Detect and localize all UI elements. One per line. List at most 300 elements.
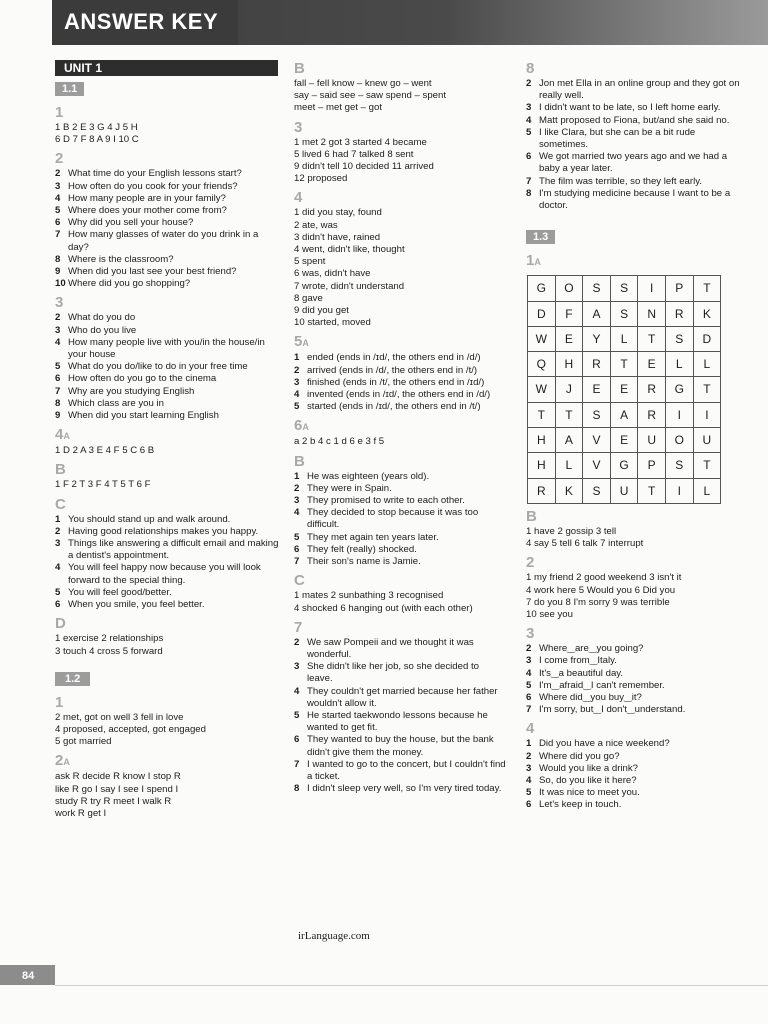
exercise-number: 5A — [294, 333, 309, 351]
answer-item-text: You will feel happy now because you will look forward to the special thing. — [68, 562, 261, 586]
answer-item-text: Where is the classroom? — [68, 253, 174, 265]
answer-item-number: 7 — [526, 704, 532, 716]
answer-key-header — [52, 0, 768, 45]
answer-item — [526, 655, 741, 667]
exercise-letter: B — [294, 60, 305, 77]
answer-item-number: 6 — [526, 799, 532, 811]
unit-heading: UNIT 1 — [55, 60, 278, 76]
exercise-number: 1 — [55, 104, 64, 121]
page-title: ANSWER KEY — [64, 9, 219, 34]
word-search-cell: E — [638, 352, 666, 377]
answer-item — [294, 544, 506, 556]
answer-item-number: 7 — [55, 385, 61, 397]
word-search-cell: H — [528, 453, 556, 478]
answer-item-text: Having good relationships makes you happy. — [68, 525, 259, 537]
answer-item — [55, 278, 280, 290]
answer-item-number: 4 — [294, 507, 300, 519]
word-search-cell: A — [583, 301, 611, 326]
answer-item — [294, 637, 506, 661]
word-search-cell: L — [665, 352, 693, 377]
answer-item-text: They promised to write to each other. — [307, 495, 465, 507]
answer-line: 1 my friend 2 good weekend 3 isn't it — [526, 572, 682, 584]
answer-item — [526, 176, 741, 188]
answer-line: work R get I — [55, 807, 107, 819]
answer-item-number: 6 — [55, 217, 61, 229]
word-search-cell: I — [638, 276, 666, 301]
answer-item-number: 4 — [55, 192, 61, 204]
answer-item — [526, 799, 741, 811]
answer-item-text: They wanted to buy the house, but the bank didn't give them the money. — [307, 734, 494, 758]
answer-item — [294, 734, 506, 758]
answer-line: 4 work here 5 Would you 6 Did you — [526, 584, 676, 596]
answer-item-number: 6 — [526, 691, 532, 703]
answer-item — [55, 217, 280, 229]
answer-item-text: What time do your English lessons start? — [68, 168, 242, 180]
word-search-cell: T — [528, 402, 556, 427]
answer-lines — [294, 207, 506, 329]
answer-row: 1 B 2 E 3 G 4 J 5 H — [55, 122, 138, 133]
answer-item-number: 2 — [526, 750, 532, 762]
answer-item-number: 4 — [526, 114, 532, 126]
exercise-letter: B — [55, 461, 66, 479]
exercise-number: 3 — [526, 625, 535, 643]
column-3 — [526, 60, 741, 812]
answer-item — [294, 759, 506, 783]
word-search-cell: A — [555, 428, 583, 453]
answer-item-text: She didn't like her job, so she decided to leave. — [307, 661, 479, 685]
exercise-number: 7 — [294, 618, 303, 636]
answer-item — [55, 312, 280, 324]
answer-item — [55, 181, 280, 193]
answer-item-number: 7 — [55, 229, 61, 241]
answer-item-number: 4 — [55, 562, 61, 574]
answer-item-text: Their son's name is Jamie. — [307, 556, 421, 568]
word-search-row — [528, 326, 721, 351]
answer-item-text: Why did you sell your house? — [68, 217, 194, 229]
word-search-cell: S — [665, 453, 693, 478]
exercise-letter: B — [294, 452, 305, 470]
answer-item-number: 3 — [55, 324, 61, 336]
section-1-3-label: 1.3 — [526, 230, 555, 244]
answer-item — [294, 532, 506, 544]
answer-item-text: I wanted to go to the concert, but I couldn't find a ticket. — [307, 758, 506, 782]
answer-item-text: He started taekwondo lessons because he wanted to get fit. — [307, 709, 488, 734]
answer-item-number: 3 — [294, 376, 300, 388]
answer-item — [55, 562, 280, 586]
answer-item-number: 8 — [526, 187, 532, 199]
answer-item-text: When did you last see your best friend? — [68, 266, 237, 278]
answer-item-number: 3 — [55, 180, 61, 192]
website-credit: irLanguage.com — [298, 930, 370, 942]
answer-item — [55, 337, 280, 361]
answer-item-number: 1 — [55, 513, 61, 525]
answer-item-text: They decided to stop because it was too difficult. — [307, 507, 479, 531]
answer-item — [55, 168, 280, 180]
exercise-number: 4 — [294, 189, 303, 207]
answer-item — [526, 102, 741, 114]
word-search-cell: L — [610, 326, 638, 351]
answer-item — [55, 410, 280, 422]
word-search-cell: E — [555, 326, 583, 351]
word-search-cell: T — [610, 352, 638, 377]
word-search-cell: T — [693, 377, 721, 402]
answer-item-number: 6 — [55, 599, 61, 611]
answer-item — [526, 775, 741, 787]
answer-item-text: What do you do/like to do in your free time — [68, 361, 248, 373]
answer-item-text: I'm‿afraid‿I can't remember. — [539, 679, 665, 691]
answer-item — [55, 587, 280, 599]
answer-item — [55, 373, 280, 385]
answer-item-text: How often do you go to the cinema — [68, 373, 217, 385]
answer-item — [55, 398, 280, 410]
answer-list — [55, 312, 280, 422]
answer-item-number: 7 — [294, 556, 300, 568]
answer-item-number: 1 — [294, 470, 300, 482]
answer-lines — [294, 590, 506, 614]
answer-item — [294, 471, 506, 483]
answer-list — [294, 637, 506, 796]
answer-line: 2 met, got on well 3 fell in love — [55, 711, 184, 723]
answer-item-number: 5 — [526, 126, 532, 138]
answer-item-text: It's‿a beautiful day. — [539, 667, 624, 679]
exercise-number: 4 — [526, 720, 535, 738]
answer-item-text: When you smile, you feel better. — [68, 599, 205, 611]
answer-row: 6 D 7 F 8 A 9 I 10 C — [55, 134, 139, 146]
word-search-cell: R — [583, 352, 611, 377]
answer-line: 3 didn't have, rained — [294, 231, 381, 243]
word-search-cell: W — [528, 326, 556, 351]
answer-item-number: 6 — [294, 543, 300, 555]
word-search-cell: A — [610, 402, 638, 427]
word-search-cell: G — [665, 377, 693, 402]
exercise-letter: D — [55, 615, 66, 633]
answer-item — [294, 377, 506, 389]
answer-item — [294, 507, 506, 531]
exercise-letter: B — [526, 507, 537, 525]
answer-item — [294, 483, 506, 495]
answer-item-text: Where did you go? — [539, 750, 620, 762]
answer-item-number: 7 — [526, 175, 532, 187]
answer-item — [526, 692, 741, 704]
word-search-cell: T — [638, 478, 666, 503]
answer-item-text: Where‿are‿you going? — [539, 643, 644, 655]
answer-line: 5 lived 6 had 7 talked 8 sent — [294, 148, 414, 160]
answer-item-text: You will feel good/better. — [68, 586, 172, 598]
answer-item-text: I'm sorry, but‿I don't‿understand. — [539, 704, 686, 716]
answer-item-text: Why are you studying English — [68, 385, 195, 397]
answer-item — [55, 229, 280, 253]
answer-row: a 2 b 4 c 1 d 6 e 3 f 5 — [294, 436, 385, 448]
answer-item-number: 2 — [55, 525, 61, 537]
answer-item — [526, 115, 741, 127]
answer-item — [294, 783, 506, 795]
answer-item — [294, 401, 506, 413]
word-search-cell: Q — [528, 352, 556, 377]
answer-item-text: They were in Spain. — [307, 482, 392, 494]
exercise-letter: C — [55, 495, 66, 513]
answer-item-number: 2 — [294, 364, 300, 376]
word-search-row — [528, 453, 721, 478]
word-search-cell: T — [638, 326, 666, 351]
answer-line: 7 wrote, didn't understand — [294, 280, 405, 292]
answer-item-text: They couldn't get married because her father wouldn't allow it. — [307, 685, 498, 709]
exercise-number: 3 — [55, 294, 64, 312]
answer-item-text: Who do you live — [68, 324, 137, 336]
answer-item — [526, 188, 741, 212]
answer-row: 1 F 2 T 3 F 4 T 5 T 6 F — [55, 479, 151, 491]
answer-list — [55, 514, 280, 612]
answer-item-text: The film was terrible, so they left early. — [539, 175, 702, 187]
answer-item-text: I didn't want to be late, so I left home early. — [539, 102, 721, 114]
answer-line: 1 mates 2 sunbathing 3 recognised — [294, 590, 444, 602]
page-number: 84 — [22, 970, 35, 982]
answer-item-number: 2 — [294, 636, 300, 648]
answer-item — [55, 526, 280, 538]
answer-line: fall – fell know – knew go – went — [294, 78, 432, 89]
answer-item-text: arrived (ends in /d/, the others end in /t/) — [307, 364, 478, 376]
word-search-cell: T — [693, 276, 721, 301]
word-search-cell: R — [638, 402, 666, 427]
answer-item — [526, 704, 741, 716]
answer-item — [55, 361, 280, 373]
answer-list — [55, 168, 280, 290]
word-search-cell: S — [610, 276, 638, 301]
answer-line: meet – met get – got — [294, 102, 382, 114]
answer-item-number: 2 — [294, 482, 300, 494]
word-search-cell: U — [638, 428, 666, 453]
answer-item-text: How often do you cook for your friends? — [68, 180, 238, 192]
answer-line: 2 ate, was — [294, 219, 338, 231]
answer-item — [526, 127, 741, 151]
answer-item-text: They met again ten years later. — [307, 531, 439, 543]
answer-item-number: 1 — [294, 352, 300, 364]
word-search-cell: S — [583, 402, 611, 427]
answer-item-text: Which class are you in — [68, 397, 164, 409]
answer-item-number: 7 — [294, 758, 300, 770]
answer-item-text: Jon met Ella in an online group and they got on really well. — [539, 78, 740, 102]
answer-item — [526, 738, 741, 750]
answer-item-number: 9 — [55, 410, 61, 422]
answer-item-number: 5 — [55, 586, 61, 598]
answer-item — [526, 151, 741, 175]
answer-item-number: 4 — [294, 389, 300, 401]
word-search-cell: P — [665, 276, 693, 301]
word-search-cell: L — [693, 478, 721, 503]
word-search-grid — [527, 275, 721, 504]
answer-item-text: ended (ends in /ɪd/, the others end in /d/) — [307, 352, 481, 364]
exercise-number: 1A — [526, 252, 541, 270]
word-search-row — [528, 352, 721, 377]
answer-item-number: 8 — [55, 397, 61, 409]
exercise-letter: C — [294, 572, 305, 590]
answer-item-number: 5 — [294, 531, 300, 543]
answer-item-text: You should stand up and walk around. — [68, 513, 231, 525]
answer-line: 9 didn't tell 10 decided 11 arrived — [294, 161, 434, 173]
answer-item — [294, 710, 506, 734]
answer-item-number: 8 — [294, 783, 300, 795]
answer-line: 12 proposed — [294, 173, 348, 185]
answer-item — [526, 680, 741, 692]
word-search-cell: L — [693, 352, 721, 377]
word-search-cell: L — [555, 453, 583, 478]
answer-item — [294, 686, 506, 710]
answer-item-number: 2 — [55, 168, 61, 180]
word-search-cell: S — [583, 276, 611, 301]
answer-item — [55, 266, 280, 278]
footer-divider — [55, 985, 768, 986]
word-search-row — [528, 276, 721, 301]
answer-item-number: 3 — [55, 538, 61, 550]
word-search-cell: U — [693, 428, 721, 453]
answer-item — [294, 661, 506, 685]
answer-line: 4 went, didn't like, thought — [294, 244, 405, 256]
answer-row: 1 D 2 A 3 E 4 F 5 C 6 B — [55, 445, 155, 457]
answer-line: 10 see you — [526, 608, 573, 620]
answer-item — [294, 495, 506, 507]
word-search-cell: E — [583, 377, 611, 402]
word-search-cell: Y — [583, 326, 611, 351]
answer-item-number: 9 — [55, 266, 61, 278]
answer-list — [526, 643, 741, 716]
answer-item-number: 4 — [526, 667, 532, 679]
answer-item-text: Where did you go shopping? — [68, 278, 191, 290]
word-search-cell: E — [610, 428, 638, 453]
answer-item-number: 5 — [294, 709, 300, 721]
answer-item-text: How many people live with you/in the house/in your house — [68, 336, 265, 361]
answer-item — [55, 254, 280, 266]
answer-line: 4 shocked 6 hanging out (with each other) — [294, 602, 473, 614]
answer-item — [55, 205, 280, 217]
answer-line: like R go I say I see I spend I — [55, 783, 179, 795]
answer-list — [294, 352, 506, 413]
answer-list — [294, 471, 506, 569]
answer-item-text: When did you start learning English — [68, 410, 219, 422]
answer-line: study R try R meet I walk R — [55, 795, 172, 807]
answer-item-text: We saw Pompeii and we thought it was wonderful. — [307, 636, 474, 660]
word-search-cell: H — [555, 352, 583, 377]
answer-item-number: 3 — [526, 762, 532, 774]
answer-item-number: 3 — [526, 102, 532, 114]
answer-item-number: 5 — [294, 401, 300, 413]
answer-item-number: 6 — [526, 151, 532, 163]
answer-item-number: 5 — [526, 787, 532, 799]
answer-item — [526, 78, 741, 102]
answer-lines — [294, 78, 506, 115]
word-search-cell: F — [555, 301, 583, 326]
word-search-row — [528, 428, 721, 453]
answer-line: 9 did you get — [294, 305, 349, 317]
word-search-row — [528, 478, 721, 503]
answer-row: 3 touch 4 cross 5 forward — [55, 645, 163, 657]
word-search-cell: P — [638, 453, 666, 478]
answer-line: 4 say 5 tell 6 talk 7 interrupt — [526, 538, 644, 550]
answer-item-number: 6 — [55, 373, 61, 385]
answer-item-text: Where does your mother come from? — [68, 205, 227, 217]
word-search-cell: G — [528, 276, 556, 301]
word-search-cell: S — [610, 301, 638, 326]
answer-item-number: 5 — [55, 205, 61, 217]
answer-item-text: started (ends in /ɪd/, the others end in /t/) — [307, 401, 481, 413]
answer-line: 7 do you 8 I'm sorry 9 was terrible — [526, 596, 670, 608]
word-search-cell: H — [528, 428, 556, 453]
word-search-cell: I — [665, 402, 693, 427]
answer-item — [55, 193, 280, 205]
answer-row: 1 exercise 2 relationships — [55, 633, 164, 645]
answer-line: say – said see – saw spend – spent — [294, 90, 446, 102]
answer-item — [294, 352, 506, 364]
answer-item — [55, 386, 280, 398]
answer-item — [294, 389, 506, 401]
exercise-number: 8 — [526, 60, 535, 77]
word-search-cell: T — [693, 453, 721, 478]
answer-lines — [294, 137, 506, 186]
answer-item-text: Would you like a drink? — [539, 762, 639, 774]
answer-lines — [526, 526, 741, 550]
word-search-cell: R — [638, 377, 666, 402]
answer-item-text: It was nice to meet you. — [539, 787, 640, 799]
answer-item — [526, 643, 741, 655]
answer-lines — [526, 572, 741, 621]
answer-item-text: So, do you like it here? — [539, 774, 637, 786]
answer-lines — [55, 712, 280, 749]
answer-item-text: We got married two years ago and we had a baby a year later. — [539, 151, 728, 175]
answer-item-number: 6 — [294, 734, 300, 746]
word-search-row — [528, 402, 721, 427]
answer-list — [526, 738, 741, 811]
word-search-cell: S — [665, 326, 693, 351]
word-search-cell: K — [555, 478, 583, 503]
word-search-cell: D — [528, 301, 556, 326]
word-search-cell: V — [583, 453, 611, 478]
word-search-cell: W — [528, 377, 556, 402]
answer-item-text: I like Clara, but she can be a bit rude sometimes. — [539, 126, 696, 151]
answer-item-number: 4 — [294, 685, 300, 697]
word-search-row — [528, 301, 721, 326]
answer-item-number: 2 — [526, 643, 532, 655]
word-search-cell: S — [583, 478, 611, 503]
answer-item-text: He was eighteen (years old). — [307, 470, 430, 482]
answer-list — [526, 78, 741, 212]
word-search-cell: I — [665, 478, 693, 503]
word-search-cell: E — [610, 377, 638, 402]
answer-item-number: 10 — [55, 278, 66, 290]
answer-item-number: 3 — [526, 655, 532, 667]
exercise-number: 2 — [526, 554, 535, 572]
answer-item-text: Let's keep in touch. — [539, 799, 622, 811]
answer-item — [294, 556, 506, 568]
answer-item — [55, 325, 280, 337]
word-search-cell: I — [693, 402, 721, 427]
answer-item-text: invented (ends in /ɪd/, the others end in /d/) — [307, 389, 491, 401]
answer-item-number: 4 — [526, 774, 532, 786]
word-search-cell: J — [555, 377, 583, 402]
answer-line: 8 gave — [294, 292, 323, 304]
answer-item-number: 1 — [526, 738, 532, 750]
word-search-cell: T — [555, 402, 583, 427]
word-search-cell: R — [665, 301, 693, 326]
answer-item-number: 4 — [55, 336, 61, 348]
answer-line: 1 met 2 got 3 started 4 became — [294, 136, 427, 148]
answer-line: 6 was, didn't have — [294, 268, 371, 280]
answer-item — [55, 538, 280, 562]
answer-item-text: Things like answering a difficult email and making a dentist's appointment. — [68, 538, 279, 562]
answer-item-text: Where did‿you buy‿it? — [539, 691, 642, 703]
word-search-cell: K — [693, 301, 721, 326]
answer-item — [294, 365, 506, 377]
section-1-2-label: 1.2 — [55, 672, 90, 686]
answer-item-number: 2 — [526, 78, 532, 89]
answer-item-number: 5 — [55, 361, 61, 373]
